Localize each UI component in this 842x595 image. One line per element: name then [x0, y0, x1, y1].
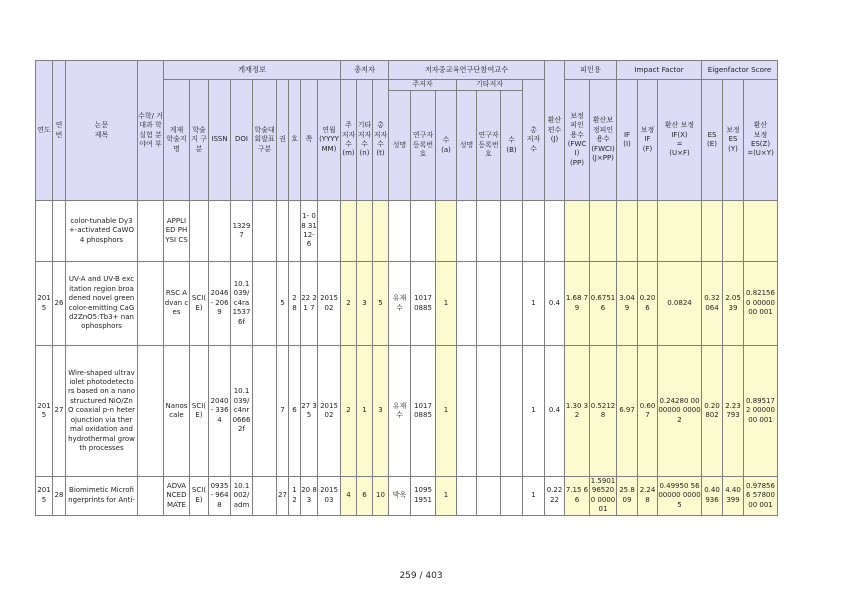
- sub-other-author: 기타저자: [457, 80, 523, 91]
- cell-flag: [138, 262, 164, 346]
- col-other-n-header: 기타 저자 수 (n): [357, 80, 373, 201]
- cell-f: 0.60 7: [638, 346, 658, 477]
- cell-pp: 1.68 79: [565, 262, 590, 346]
- cell-i: 25.8 09: [617, 477, 638, 516]
- cell-x: 0.0824: [658, 262, 702, 346]
- cell-m: [341, 201, 357, 262]
- cell-pp: [565, 201, 590, 262]
- cell-other-name: [457, 346, 477, 477]
- group-eigenfactor: Eigenfactor Score: [702, 61, 778, 80]
- group-pubinfo: 게재정보: [164, 61, 341, 80]
- col-no-header: 연번: [53, 61, 66, 201]
- col-journal-header: 게재 학술지 명: [164, 80, 190, 201]
- col-main-reg-header: 연구자 등록번 호: [411, 91, 436, 201]
- cell-vol: [277, 201, 289, 262]
- cell-year: 201 5: [36, 477, 53, 516]
- cell-y: [723, 201, 744, 262]
- col-total-auth-header: 총 저자 수: [523, 80, 545, 201]
- col-issn-header: ISSN: [209, 80, 231, 201]
- cell-date: 2015 03: [318, 477, 341, 516]
- cell-b: [501, 346, 523, 477]
- cell-uni: [253, 346, 277, 477]
- group-authors: 총저자: [341, 61, 389, 80]
- cell-title: Wire-shaped ultraviolet photodetectors based on a nanostructured NiO/ZnO coaxial p-n heterojunction via thermal oxidation and hydrothermal growth processes: [66, 346, 138, 477]
- cell-issue: 2 8: [289, 262, 301, 346]
- cell-issn: 0935 - 9648: [209, 477, 231, 516]
- group-citation: 피인용: [565, 61, 617, 80]
- col-flag-header: 수학/ 거대과 학실험 분야여 부: [138, 61, 164, 201]
- group-impact-factor: Impact Factor: [617, 61, 702, 80]
- cell-j: 0.4: [545, 346, 565, 477]
- cell-pp: 1.30 32: [565, 346, 590, 477]
- col-issue-header: 호: [289, 80, 301, 201]
- cell-other-reg: [477, 477, 501, 516]
- col-doi-header: DOI: [231, 80, 253, 201]
- cell-e: 0.40 936: [702, 477, 723, 516]
- cell-journal: RSC Advan ces: [164, 262, 190, 346]
- col-date-header: 연월 (YYYY MM): [318, 80, 341, 201]
- cell-vol: 7: [277, 346, 289, 477]
- cell-a: 1: [436, 477, 457, 516]
- cell-year: 201 5: [36, 262, 53, 346]
- col-title-header: 논문 제목: [66, 61, 138, 201]
- cell-a: 1: [436, 262, 457, 346]
- cell-no: 27: [53, 346, 66, 477]
- cell-issn: [209, 201, 231, 262]
- cell-f: [638, 201, 658, 262]
- cell-page: 20 83: [301, 477, 318, 516]
- col-es-y-header: 보정 ES (Y): [723, 80, 744, 201]
- cell-t: 5: [373, 262, 389, 346]
- cell-a: 1: [436, 346, 457, 477]
- col-uni-header: 학술대 회발표 구분: [253, 80, 277, 201]
- cell-e: 0.32 064: [702, 262, 723, 346]
- cell-a: [436, 201, 457, 262]
- col-other-cnt-header: 수 (B): [501, 91, 523, 201]
- cell-flag: [138, 477, 164, 516]
- cell-flag: [138, 201, 164, 262]
- cell-main-reg: 1017 0885: [411, 262, 436, 346]
- col-fwci-conv-header: 환산보 정피인 용수 (FWCI) (J×PP): [590, 80, 617, 201]
- cell-e: [702, 201, 723, 262]
- cell-other-name: [457, 477, 477, 516]
- col-main-n-header: 주 저자 수 (m): [341, 80, 357, 201]
- cell-n: 1: [357, 346, 373, 477]
- cell-n: [357, 201, 373, 262]
- cell-class: [190, 201, 209, 262]
- cell-total: 1: [523, 262, 545, 346]
- col-if-f-header: 보정 IF (F): [638, 80, 658, 201]
- cell-x: 0.49950 5600000 00005: [658, 477, 702, 516]
- cell-jpp: 0.5212 8: [590, 346, 617, 477]
- cell-main-reg: 1017 0885: [411, 346, 436, 477]
- cell-jpp: 0.6751 6: [590, 262, 617, 346]
- cell-main-name: [389, 201, 411, 262]
- cell-main-name: 유재 수: [389, 262, 411, 346]
- col-page-header: 쪽: [301, 80, 318, 201]
- cell-other-reg: [477, 201, 501, 262]
- col-total-n-header: 총 저자 수 (t): [373, 80, 389, 201]
- cell-page: 1- 08 31 12- 6: [301, 201, 318, 262]
- cell-class: SCI( E): [190, 346, 209, 477]
- cell-x: [658, 201, 702, 262]
- cell-m: 2: [341, 262, 357, 346]
- cell-z: [744, 201, 778, 262]
- cell-journal: ADVA NCED MATE: [164, 477, 190, 516]
- col-es-conv-header: 환산 보정 ES(Z) =(U×Y): [744, 80, 778, 201]
- cell-date: 2015 02: [318, 346, 341, 477]
- col-conv-header: 환산 편수 (J): [545, 61, 565, 201]
- research-table: [35, 60, 778, 516]
- table-row: [36, 477, 778, 516]
- cell-y: 2.23 793: [723, 346, 744, 477]
- cell-issue: 6: [289, 346, 301, 477]
- cell-total: 1: [523, 477, 545, 516]
- cell-x: 0.24280 0000000 00002: [658, 346, 702, 477]
- cell-t: 3: [373, 346, 389, 477]
- cell-main-reg: [411, 201, 436, 262]
- col-other-reg-header: 연구자 등록번 호: [477, 91, 501, 201]
- cell-title: Biomimetic Microfingerprints for Anti-: [66, 477, 138, 516]
- cell-date: 2015 02: [318, 262, 341, 346]
- cell-doi: 10.1 039/ c4nr 0666 2f: [231, 346, 253, 477]
- cell-b: [501, 262, 523, 346]
- cell-issue: [289, 201, 301, 262]
- cell-y: 4.40 399: [723, 477, 744, 516]
- cell-b: [501, 477, 523, 516]
- cell-z: 0.895172 0000000 001: [744, 346, 778, 477]
- cell-title: color-tunable Dy3+-activated CaWO4 phosphors: [66, 201, 138, 262]
- cell-other-reg: [477, 262, 501, 346]
- col-vol-header: 권: [277, 80, 289, 201]
- cell-other-name: [457, 201, 477, 262]
- cell-no: 26: [53, 262, 66, 346]
- cell-page: 22 21 7: [301, 262, 318, 346]
- cell-other-name: [457, 262, 477, 346]
- cell-uni: [253, 201, 277, 262]
- cell-other-reg: [477, 346, 501, 477]
- cell-z: 0.821560 0000000 001: [744, 262, 778, 346]
- cell-doi: 1329 7: [231, 201, 253, 262]
- cell-z: 0.978566 5780000 001: [744, 477, 778, 516]
- cell-page: 27 35: [301, 346, 318, 477]
- col-class-header: 학술 지 구 분: [190, 80, 209, 201]
- cell-year: 201 5: [36, 346, 53, 477]
- cell-n: 3: [357, 262, 373, 346]
- col-main-cnt-header: 수 (a): [436, 91, 457, 201]
- cell-f: 0.20 6: [638, 262, 658, 346]
- cell-jpp: 1.5901 965200 000001: [590, 477, 616, 514]
- cell-issn: 2040 - 3364: [209, 346, 231, 477]
- cell-j: 0.22 22: [545, 477, 565, 516]
- cell-f: 2.24 8: [638, 477, 658, 516]
- table-row: [36, 346, 778, 477]
- table-body: [36, 201, 778, 516]
- col-if-conv-header: 환산 보정 IF(X) = (U×F): [658, 80, 702, 201]
- cell-j: [545, 201, 565, 262]
- cell-no: 28: [53, 477, 66, 516]
- cell-jpp: [590, 201, 617, 262]
- cell-i: 6.97: [617, 346, 638, 477]
- cell-n: 6: [357, 477, 373, 516]
- cell-no: [53, 201, 66, 262]
- cell-j: 0.4: [545, 262, 565, 346]
- cell-issn: 2046 - 2069: [209, 262, 231, 346]
- cell-e: 0.20 802: [702, 346, 723, 477]
- col-if-header: IF (I): [617, 80, 638, 201]
- table-row: [36, 201, 778, 262]
- cell-vol: 27: [277, 477, 289, 516]
- cell-journal: Nanos cale: [164, 346, 190, 477]
- cell-i: 3.04 9: [617, 262, 638, 346]
- cell-title: UV-A and UV-B excitation region broadened novel green color-emitting CaGd2ZnO5:Tb3+ nanophosphors: [66, 262, 138, 346]
- col-year-header: 연도: [36, 61, 53, 201]
- cell-b: [501, 201, 523, 262]
- cell-t: [373, 201, 389, 262]
- cell-main-name: 유재 수: [389, 346, 411, 477]
- cell-uni: [253, 477, 277, 516]
- cell-m: 2: [341, 346, 357, 477]
- cell-t: 10: [373, 477, 389, 516]
- cell-class: SCI( E): [190, 477, 209, 516]
- col-other-name-header: 성명: [457, 91, 477, 201]
- col-main-name-header: 성명: [389, 91, 411, 201]
- cell-pp: 7.15 66: [565, 477, 590, 516]
- cell-doi: 10.1 002/ adm: [231, 477, 253, 516]
- cell-main-reg: 1095 1951: [411, 477, 436, 516]
- cell-main-name: 박욱: [389, 477, 411, 516]
- cell-vol: 5: [277, 262, 289, 346]
- cell-i: [617, 201, 638, 262]
- cell-doi: 10.1 039/ c4ra 1537 6f: [231, 262, 253, 346]
- cell-journal: APPLI ED PHYSI CS: [164, 201, 190, 262]
- cell-date: [318, 201, 341, 262]
- cell-total: [523, 201, 545, 262]
- cell-y: 2.05 39: [723, 262, 744, 346]
- table-row: [36, 262, 778, 346]
- cell-m: 4: [341, 477, 357, 516]
- cell-class: SCI( E): [190, 262, 209, 346]
- cell-year: [36, 201, 53, 262]
- page-number: 259 / 403: [399, 571, 443, 581]
- cell-uni: [253, 262, 277, 346]
- cell-flag: [138, 346, 164, 477]
- col-fwci-pp-header: 보정 피인 용수 (FWC I) (PP): [565, 80, 590, 201]
- col-es-header: ES (E): [702, 80, 723, 201]
- group-edu-faculty: 저자중교육연구단참여교수: [389, 61, 545, 80]
- sub-main-author: 주저자: [389, 80, 457, 91]
- cell-issue: 1 2: [289, 477, 301, 516]
- cell-total: 1: [523, 346, 545, 477]
